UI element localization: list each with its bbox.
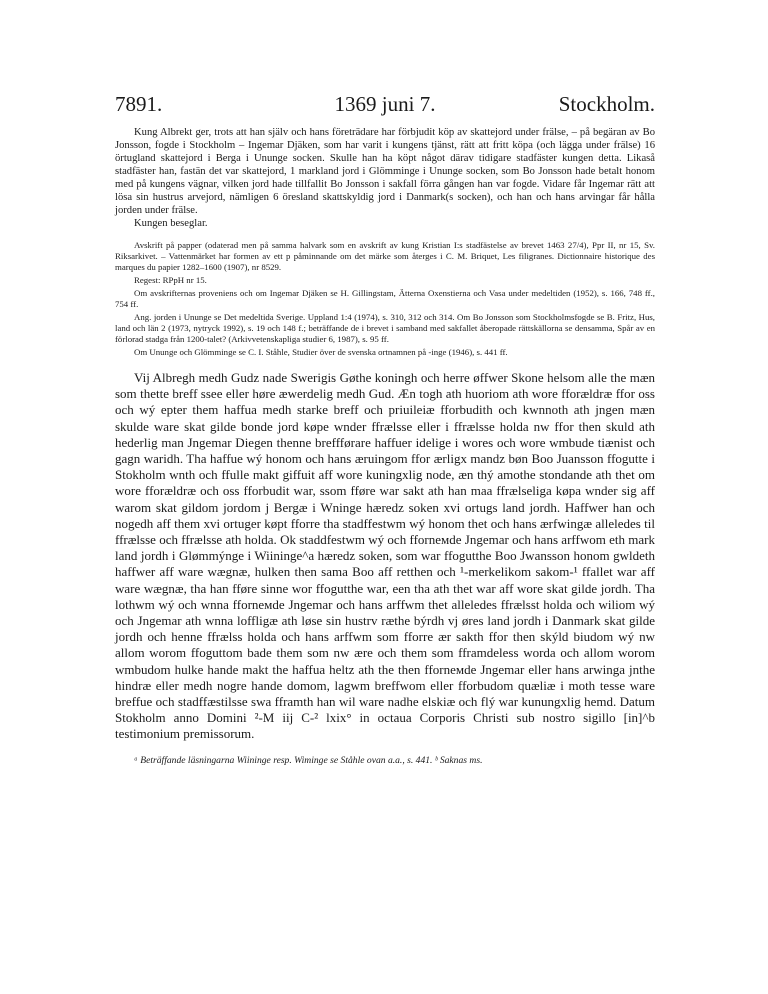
- editorial-notes: [115, 240, 655, 358]
- footnote: ᵃ Beträffande läsningarna Wiininge resp. Wiminge se Ståhle ovan a.a., s. 441. ᵇ Saknas ms.: [134, 754, 483, 766]
- document-header: [115, 92, 655, 120]
- note-land: Ang. jorden i Ununge se Det medeltida Sverige. Uppland 1:4 (1974), s. 310, 312 och 314. Om Bo Jonsson som Stockholmsfogde se B. Fritz, Hus, land och län 2 (1973, nytryck 1992), s. 19 och 148 f.; beträffande de i brevet i samband med sakfallet åberopade rättskällorna se densamma, Spår av en förlorad stadga från 1200-talet? (Arkivvetenskapliga studier 6, 1987), s. 95 ff.: [115, 312, 655, 344]
- summary: [115, 126, 655, 230]
- note-source: Avskrift på papper (odaterad men på samma halvark som en avskrift av kung Kristian I:s stadfästelse av brevet 1463 27/4), Ppr II, nr 15, Sv. Riksarkivet. – Vattenmärket har formen av ett p påminnande om det märke som återges i C. M. Briquet, Les filigranes. Dictionnaire historique des marques du papier 1282–1600 (1907), nr 8529.: [115, 240, 655, 272]
- summary-paragraph: Kung Albrekt ger, trots att han själv och hans företrädare har förbjudit köp av skattejord under frälse, – på begäran av Bo Jonsson, fogde i Stockholm – Ingemar Djäken, som har varit i kungens tjänst, rätt att fritt köpa (och lägga under frälse) 16 örtugland skattejord i Berga i Ununge socken. Skulle han ha köpt något därav tidigare stadfäster kungen detta. Likaså stadfäster han, fastän det var skattejord, 1 markland jord i Glömminge i Ununge socken, som Bo Jonsson hade betalt honom med på kungens vägnar, vilken jord hade tillfallit Bo Jonsson i sakfall förra gången han var fogde. Vidare får Ingemar rätt att lösa sin hustrus arvejord, nämligen 6 öresland skattskyldig jord i Danmark(s socken), och han och hans arvingar får hålla jorden under frälse.: [115, 127, 655, 216]
- document-date: 1369 juni 7.: [334, 92, 436, 116]
- summary-seal-note: Kungen beseglar.: [134, 218, 208, 229]
- document-page: [115, 92, 655, 766]
- document-number: 7891.: [115, 92, 163, 116]
- note-provenance: Om avskrifternas proveniens och om Ingemar Djäken se H. Gillingstam, Ätterna Oxenstierna och Vasa under medeltiden (1952), s. 166, 748 ff., 754 ff.: [115, 288, 655, 309]
- document-place: Stockholm.: [558, 92, 655, 116]
- charter-text: Vij Albregh medh Gudz nade Swerigis Gøthe koningh och herre øffwer Skone helsom alle the mæn som thette breff ssee eller høre æwerdelig medh Gud. Æn togh ath huoriom ath wore fforældræ ffor oss och wý epter them haffua medh starke breff och priuileiæ fforbudith och kwnnoth ath jngen mæn skulde ware skat gilde bonde jord køpe wnder ffrælsse eller i ffrælsse holda nw ffor then skuld ath hederlig man Jngemar Diegen thenne breffførare haffuer idelige i wores och wore wmbude tiænist och gagn waridh. Tha haffue wý honom och hans æruingom ffor ærligx mandz bøn Boo Juansson ffogutte i Stokholm wnth och ffulle makt giffuit aff wore kuningxlig node, æn thý amothe stondande ath thet om wore fforældræ och oss fforbudit war, ssom fføre war sakt ath han maa ffrælseliga køpa wnder sig aff warom skat gildom jordom j Bergæ i Wninge hæredz soken xvi ortugs land jordh. Haffwer han och nogedh aff them xvi ortuger køpt fforre tha stadffestwm wý honom thet och hans ærfwingæ alleledes til ffrælsse och ffrælsse ath holda. Ok staddfestwm wý och fforneмde Jngemar och hans arffwom eth mark land jordh i Glømmýnge i Wiininge^a hæredz soken, som war ffogutthe Boo Jwansson honom gwldeth haffwer aff ware wægnæ, hulken then sama Boo aff retthen och ¹-merkelikom sakom-¹ ffallet war aff ware wægnæ, tha han fføre sinne wor ffogutthe war, een tha ath thet war aff wore skat gilde jordh. Tha lothwm wý och wnna fforneмde Jngemar och hans arffwm thet alleledes ffrælsst holda och wiliom wý och Jngemar ath wnna loffligæ ath løse sin hustrv ræthe býrdh vj øres land jordh i Danmark skat gilde jordh och henne ffrælss holda och hans arffwm som fforre ær sakth ffor then skýld biudom wý nw allom worom ffoguttom bade them som nw ære och them som fframdeless worda och allom worom wmbudom hulke hande makt the haffua heltz ath the then fforneмde Jngemar eller hans arwinga jnthe hindræ eller medh nogre hande domom, lagwm breffwom eller fforbudom quæliæ i moth tesse ware breffue och stadffæstilsse swa fframth han wil ware nadhe elskiæ och flý war kunungxlig hemd. Datum Stokholm anno Domini ²-M iij C-² lxix° in octaua Corporis Christi sub nostro sigillo [in]^b testimonium premissorum.: [115, 370, 655, 742]
- note-regest: Regest: RPpH nr 15.: [134, 275, 207, 285]
- note-placenames: Om Ununge och Glömminge se C. I. Ståhle, Studier över de svenska ortnamnen på -inge (1946), s. 441 ff.: [134, 347, 508, 357]
